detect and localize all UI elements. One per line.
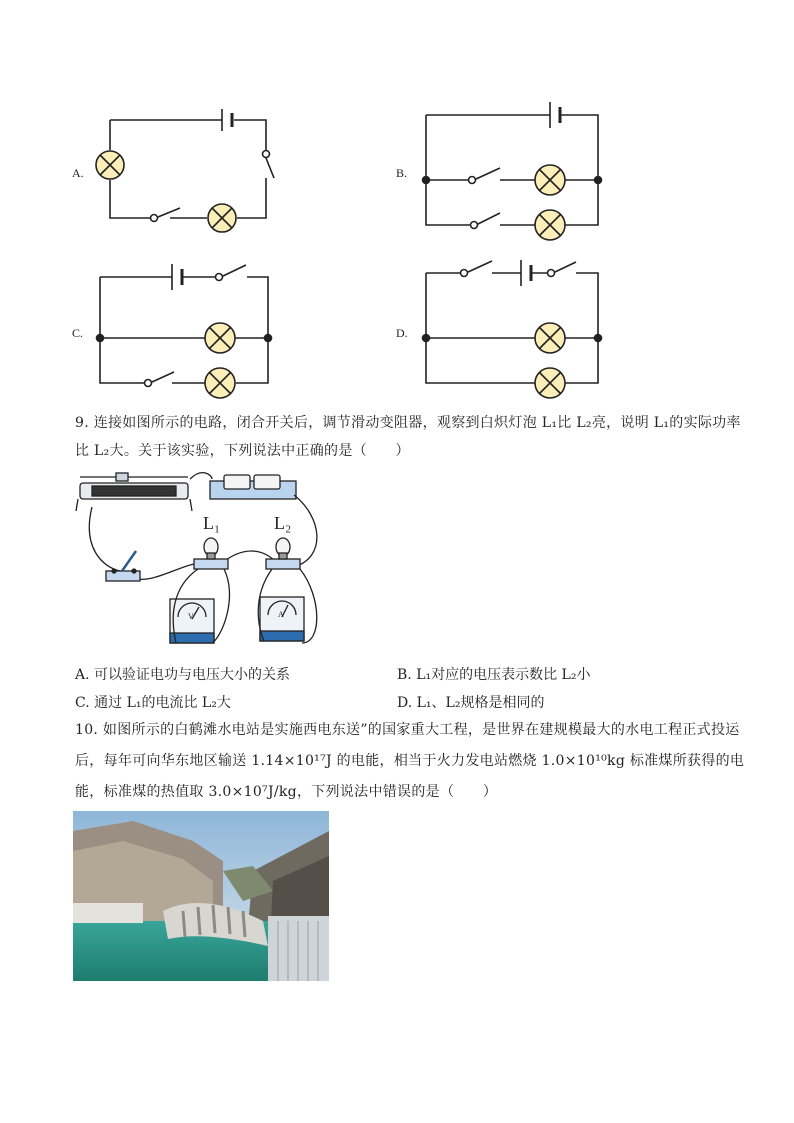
q9-choice-b: B. L₁对应的电压表示数比 L₂小: [397, 667, 591, 683]
hydropower-station-photo: [73, 811, 329, 981]
battery-holder-icon: [210, 475, 296, 499]
circuit-c: [97, 264, 272, 398]
option-d-label: D.: [396, 326, 408, 340]
knife-switch-icon: [106, 551, 140, 581]
q9-choice-c: C. 通过 L₁的电流比 L₂大: [75, 695, 231, 711]
bulb-l2-icon: [266, 538, 300, 569]
option-c-label: C.: [72, 326, 84, 340]
ammeter-label: A: [278, 610, 284, 619]
circuit-d: [423, 260, 602, 398]
q10-stem-line2: 后，每年可向华东地区输送 1.14×10¹⁷J 的电能，相当于火力发电站燃烧 1.0×10¹⁰kg 标准煤所获得的电: [75, 753, 745, 769]
q9-choice-a: A. 可以验证电功与电压大小的关系: [75, 667, 291, 683]
circuit-a: [96, 109, 274, 232]
q9-apparatus-figure: [72, 467, 332, 657]
ammeter-icon: [260, 597, 304, 641]
bulb-l2-label: L₂: [274, 513, 292, 533]
q10-stem-line3: 能，标准煤的热值取 3.0×10⁷J/kg，下列说法中错误的是（ ）: [75, 784, 498, 800]
option-b-label: B.: [396, 166, 408, 180]
bulb-l1-label: L₁: [203, 513, 221, 533]
q9-stem-line1: 9. 连接如图所示的电路，闭合开关后，调节滑动变阻器，观察到白炽灯泡 L₁比 L₂亮，说明 L₁的实际功率: [75, 415, 741, 431]
option-a-label: A.: [72, 166, 84, 180]
bulb-l1-icon: [194, 538, 228, 569]
voltmeter-icon: [170, 599, 214, 643]
rheostat-icon: [76, 473, 192, 511]
voltmeter-label: V: [188, 612, 194, 621]
q9-choice-d: D. L₁、L₂规格是相同的: [397, 695, 545, 711]
q9-stem-line2: 比 L₂大。关于该实验，下列说法中正确的是（ ）: [75, 443, 410, 459]
q10-stem-line1: 10. 如图所示的白鹤滩水电站是实施西电东送”的国家重大工程，是世界在建规模最大的水电工程正式投运: [75, 722, 740, 738]
circuit-b: [423, 102, 602, 240]
